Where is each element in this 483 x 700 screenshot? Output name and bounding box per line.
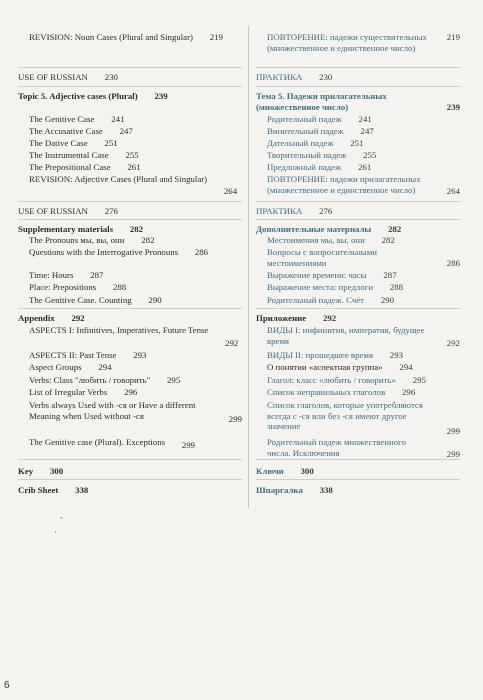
toc-heading[interactable]: Key 300 xyxy=(18,466,64,476)
page-number: 6 xyxy=(4,680,10,691)
toc-entry[interactable]: ПРАКТИКА 230 xyxy=(256,72,333,82)
toc-entry[interactable]: The Genitive Case. Counting 290 xyxy=(29,295,162,305)
section-rule xyxy=(18,308,242,309)
toc-heading[interactable]: Ключи 300 xyxy=(256,466,314,476)
toc-heading[interactable]: Topic 5. Adjective cases (Plural) 239 xyxy=(18,91,168,101)
toc-entry[interactable]: Вопросы с вопросительными местоимениями 286 xyxy=(267,247,460,268)
toc-heading[interactable]: Appendix 292 xyxy=(18,313,85,323)
toc-entry[interactable]: О понятии «аспектная группа» 294 xyxy=(267,362,413,372)
stray-mark: · xyxy=(54,527,57,537)
toc-entry[interactable]: Выражение места: предлоги 288 xyxy=(267,282,404,292)
section-rule xyxy=(18,86,242,87)
toc-entry[interactable]: Родительный падеж множественного числа. Исключения 299 xyxy=(267,437,460,459)
section-rule xyxy=(256,219,460,220)
toc-entry[interactable]: Родительный падеж. Счёт 290 xyxy=(267,295,395,305)
toc-entry[interactable]: Questions with the Interrogative Pronouns 286 xyxy=(29,247,209,257)
toc-entry[interactable]: USE OF RUSSIAN 276 xyxy=(18,206,118,216)
section-rule xyxy=(18,201,242,202)
toc-entry[interactable]: Дательный падеж 251 xyxy=(267,138,364,148)
toc-entry[interactable]: Родительный падеж 241 xyxy=(267,114,372,124)
toc-heading[interactable]: Шпаргалка 338 xyxy=(256,485,333,495)
toc-entry[interactable]: REVISION: Noun Cases (Plural and Singular) 219 xyxy=(29,32,223,42)
toc-entry[interactable]: ПОВТОРЕНИЕ: падежи прилагательных (множественное и единственное число) 264 xyxy=(267,174,460,196)
toc-entry[interactable]: Творительный падеж 255 xyxy=(267,150,377,160)
toc-entry[interactable]: ASPECTS II: Past Tense 293 xyxy=(29,350,147,360)
section-rule xyxy=(18,459,242,460)
toc-entry[interactable]: Список неправильных глаголов 296 xyxy=(267,387,416,397)
column-divider xyxy=(248,26,249,508)
toc-entry[interactable]: ВИДЫ I: инфинитив, императив, будущее время 292 xyxy=(267,325,460,348)
toc-entry[interactable]: The Pronouns мы, вы, они 282 xyxy=(29,235,155,245)
toc-entry[interactable]: Time: Hours 287 xyxy=(29,270,104,280)
toc-entry[interactable]: ВИДЫ II: прошедшее время 293 xyxy=(267,350,403,360)
toc-entry[interactable]: Aspect Groups 294 xyxy=(29,362,112,372)
toc-entry[interactable]: ПОВТОРЕНИЕ: падежи существительных (множественное и единственное число) 219 xyxy=(267,32,460,53)
toc-entry[interactable]: The Dative Case 251 xyxy=(29,138,118,148)
toc-entry[interactable]: The Genitive case (Plural). Exceptions 299 xyxy=(29,437,196,450)
toc-entry[interactable]: List of Irregular Verbs 296 xyxy=(29,387,138,397)
section-rule xyxy=(256,308,460,309)
toc-entry[interactable]: ПРАКТИКА 276 xyxy=(256,206,333,216)
toc-entry[interactable]: Глагол: класс «любить / говорить» 295 xyxy=(267,375,426,385)
toc-entry[interactable]: The Instrumental Case 255 xyxy=(29,150,139,160)
toc-entry[interactable]: Place: Prepositions 288 xyxy=(29,282,127,292)
section-rule xyxy=(256,479,460,480)
section-rule xyxy=(256,67,460,68)
toc-entry[interactable]: The Genitive Case 241 xyxy=(29,114,125,124)
toc-entry[interactable]: Предложный падеж 261 xyxy=(267,162,372,172)
toc-entry[interactable]: The Accusative Case 247 xyxy=(29,126,133,136)
toc-heading[interactable]: Дополнительные материалы 282 xyxy=(256,224,402,234)
toc-heading[interactable]: Приложение 292 xyxy=(256,313,337,323)
section-rule xyxy=(18,479,242,480)
section-rule xyxy=(18,219,242,220)
toc-heading[interactable]: Crib Sheet 338 xyxy=(18,485,89,495)
toc-entry[interactable]: Выражение времени: часы 287 xyxy=(267,270,397,280)
toc-entry[interactable]: Список глаголов, которые употребляются всегда с -ся или без -ся имеют другое значение 299 xyxy=(267,400,460,436)
toc-heading[interactable]: Тема 5. Падежи прилагательных (множественное число) 239 xyxy=(256,91,460,112)
toc-entry[interactable]: The Prepositional Case 261 xyxy=(29,162,141,172)
toc-entry[interactable]: USE OF RUSSIAN 230 xyxy=(18,72,118,82)
stray-mark: - xyxy=(60,512,63,522)
toc-entry[interactable]: Verbs always Used with -ся or Have a different Meaning when Used without -ся 299 xyxy=(29,400,242,424)
toc-heading[interactable]: Supplementary materials 282 xyxy=(18,224,144,234)
toc-entry[interactable]: REVISION: Adjective Cases (Plural and Singular) 264 xyxy=(29,174,238,196)
section-rule xyxy=(256,459,460,460)
section-rule xyxy=(256,201,460,202)
toc-entry[interactable]: Verbs: Class "любить / говорить" 295 xyxy=(29,375,181,385)
toc-entry[interactable]: Винительный падеж 247 xyxy=(267,126,374,136)
section-rule xyxy=(256,86,460,87)
section-rule xyxy=(18,67,242,68)
toc-entry[interactable]: Местоимения мы, вы, они 282 xyxy=(267,235,395,245)
toc-entry[interactable]: ASPECTS I: Infinitives, Imperatives, Future Tense 292 xyxy=(29,325,239,348)
